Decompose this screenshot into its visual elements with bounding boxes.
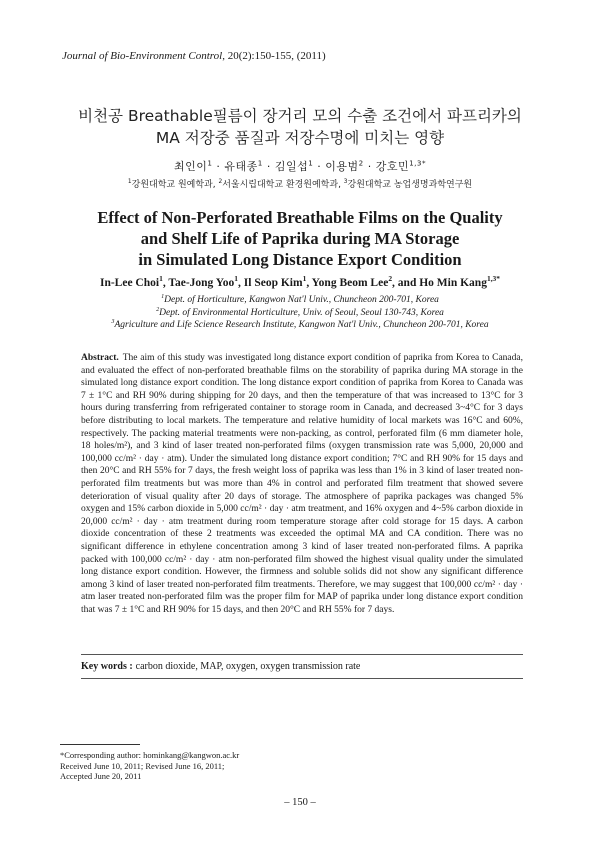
author-name: 강호민 xyxy=(375,160,410,173)
author-affiliation-mark: 2 xyxy=(358,158,364,168)
author-affiliation-mark: 2 xyxy=(388,274,393,284)
korean-title-line: 비천공 Breathable필름이 장거리 모의 수출 조건에서 파프리카의 xyxy=(78,107,522,125)
affiliation-text: 강원대학교 농업생명과학연구원 xyxy=(347,180,473,190)
author-name: Il Seop Kim xyxy=(243,277,303,289)
page-number: – 150 – xyxy=(284,797,316,808)
author-affiliation-mark: 1 xyxy=(207,158,213,168)
affiliation-mark: 3 xyxy=(343,179,348,185)
korean-authors xyxy=(40,158,560,174)
author-affiliation-mark: 1 xyxy=(234,274,239,284)
author-separator: · xyxy=(212,160,225,173)
keywords xyxy=(81,661,360,672)
author-affiliation-mark: 1 xyxy=(308,158,314,168)
divider xyxy=(81,678,523,679)
english-title-line: Effect of Non-Perforated Breathable Films on the Quality xyxy=(97,208,503,227)
accepted-date: Accepted June 20, 2011 xyxy=(60,771,142,781)
author-name: 최인이 xyxy=(173,160,208,173)
affiliation-text: Dept. of Environmental Horticulture, Univ. of Seoul, Seoul 130-743, Korea xyxy=(159,307,444,318)
author-name: 이용범 xyxy=(325,160,359,173)
author-name: 김일섭 xyxy=(274,160,309,173)
author-affiliation-mark: 1 xyxy=(159,274,163,284)
divider xyxy=(81,654,523,655)
keywords-label: Key words : xyxy=(81,661,133,672)
affiliation-line xyxy=(40,294,560,307)
author-affiliation-mark: 1,3* xyxy=(486,274,501,284)
author-affiliation-mark: 1,3* xyxy=(409,158,427,168)
affiliation-mark: 1 xyxy=(161,293,165,300)
author-name: In-Lee Choi xyxy=(99,277,160,289)
abstract-label: Abstract. xyxy=(81,353,119,363)
affiliation-mark: 3 xyxy=(111,318,115,325)
footnote xyxy=(60,750,239,782)
english-affiliations xyxy=(40,294,560,332)
footnote-divider xyxy=(60,744,140,745)
author-separator: , xyxy=(162,277,169,289)
author-name: Yong Beom Lee xyxy=(311,277,389,289)
affiliation-text: 서울시립대학교 환경원예학과, xyxy=(222,180,344,190)
journal-citation xyxy=(62,50,326,62)
keywords-text: carbon dioxide, MAP, oxygen, oxygen transmission rate xyxy=(135,661,361,672)
affiliation-line xyxy=(40,307,560,320)
author-separator: , xyxy=(238,277,244,289)
author-separator: · xyxy=(262,160,275,173)
author-name: 유태종 xyxy=(224,160,258,173)
english-title-line: and Shelf Life of Paprika during MA Storage xyxy=(140,229,460,248)
journal-name: Journal of Bio-Environment Control xyxy=(62,50,223,62)
author-separator: · xyxy=(363,160,376,173)
affiliation-mark: 1 xyxy=(127,179,132,185)
author-separator: , xyxy=(306,277,312,289)
author-separator: · xyxy=(313,160,326,173)
affiliation-text: 강원대학교 원예학과, xyxy=(131,180,219,190)
abstract-text: The aim of this study was investigated long distance export condition of paprika from Korea to Canada, and evaluated the effect of non-perforated breathable films on the storability of paprika during MA storage in the simulated long distance export condition. The long distance export condition of paprika from Korea to Canada was 7 ± 1°C and RH 90% during shipping for 20 days, and then the temperature of that was increased to 13°C for 3 hours during transferring from refrigerated container to storage room in Canada, and decreased 3~4°C for 3 days before distributing to local markets. The temperature and relative humidity of local markets was 16°C and 60%, respectively. The packing material treatments were non-packing, as control, perforated film (6 mm diameter hole, 18 holes/m²), and 3 kind of laser treated non-perforated films (oxygen transmission rate was 5,000, 20,000 and 100,000 cc/m² · day · atm). Under the simulated long distance export condition; 7°C and RH 90% for 15 days and then 20°C and RH 55% for 7 days, the fresh weight loss of paprika was less than 1% in 3 kind of laser treated non-perforated film treatments but was more than 4% in control and perforated film treatment that showed severe deterioration of visual quality after 20 days of storage. The atmosphere of paprika packages was changed 5% oxygen and 15% carbon dioxide in 5,000 cc/m² · day · atm treatment, and 16% oxygen and 4~5% carbon dioxide in 20,000 cc/m² · day · atm treatment during room temperature storage after cold storage for 15 days. A carbon dioxide concentration of these 2 treatments was exceeded the optimal MA and CA condition. There was no significant difference in ethylene concentration among 3 kind of laser treated non-perforated films. A paprika packed with 100,000 cc/m² · day · atm non-perforated film showed the highest visual quality under the simulated long distance export condition. However, the firmness and soluble solids did not show any significant difference among 3 kind of laser treated non-perforated film treatments. Therefore, we may suggest that 100,000 cc/m² · day · atm laser treated non-perforated film was the proper film for MAP of paprika under long distance export condition that was 7 ± 1°C and RH 90% for 15 days, and then 20°C and RH 55% for 7 days. xyxy=(81,353,523,615)
author-affiliation-mark: 1 xyxy=(257,158,263,168)
english-title-line: in Simulated Long Distance Export Condition xyxy=(138,250,462,269)
received-date: Received June 10, 2011; Revised June 16, 2011; xyxy=(60,760,225,771)
affiliation-mark: 2 xyxy=(156,306,160,313)
journal-volume: , 20(2):150-155, (2011) xyxy=(222,50,326,62)
author-name: Ho Min Kang xyxy=(419,277,487,289)
author-affiliation-mark: 1 xyxy=(302,274,307,284)
korean-title-line: MA 저장중 품질과 저장수명에 미치는 영향 xyxy=(155,129,445,147)
english-authors xyxy=(40,274,560,289)
english-title xyxy=(40,207,560,270)
affiliation-mark: 2 xyxy=(218,179,223,185)
affiliation-text: Dept. of Horticulture, Kangwon Nat'l Univ., Chuncheon 200-701, Korea xyxy=(164,295,439,305)
corresponding-author[interactable]: *Corresponding author: hominkang@kangwon.ac.kr xyxy=(60,750,240,760)
korean-affiliations xyxy=(40,177,560,190)
author-separator: , and xyxy=(392,277,420,289)
korean-title xyxy=(40,105,560,149)
affiliation-text: Agriculture and Life Science Research Institute, Kangwon Nat'l Univ., Chuncheon 200-701, Korea xyxy=(114,320,489,330)
abstract xyxy=(81,352,523,616)
author-name: Tae-Jong Yoo xyxy=(168,277,235,289)
affiliation-line xyxy=(40,319,560,332)
